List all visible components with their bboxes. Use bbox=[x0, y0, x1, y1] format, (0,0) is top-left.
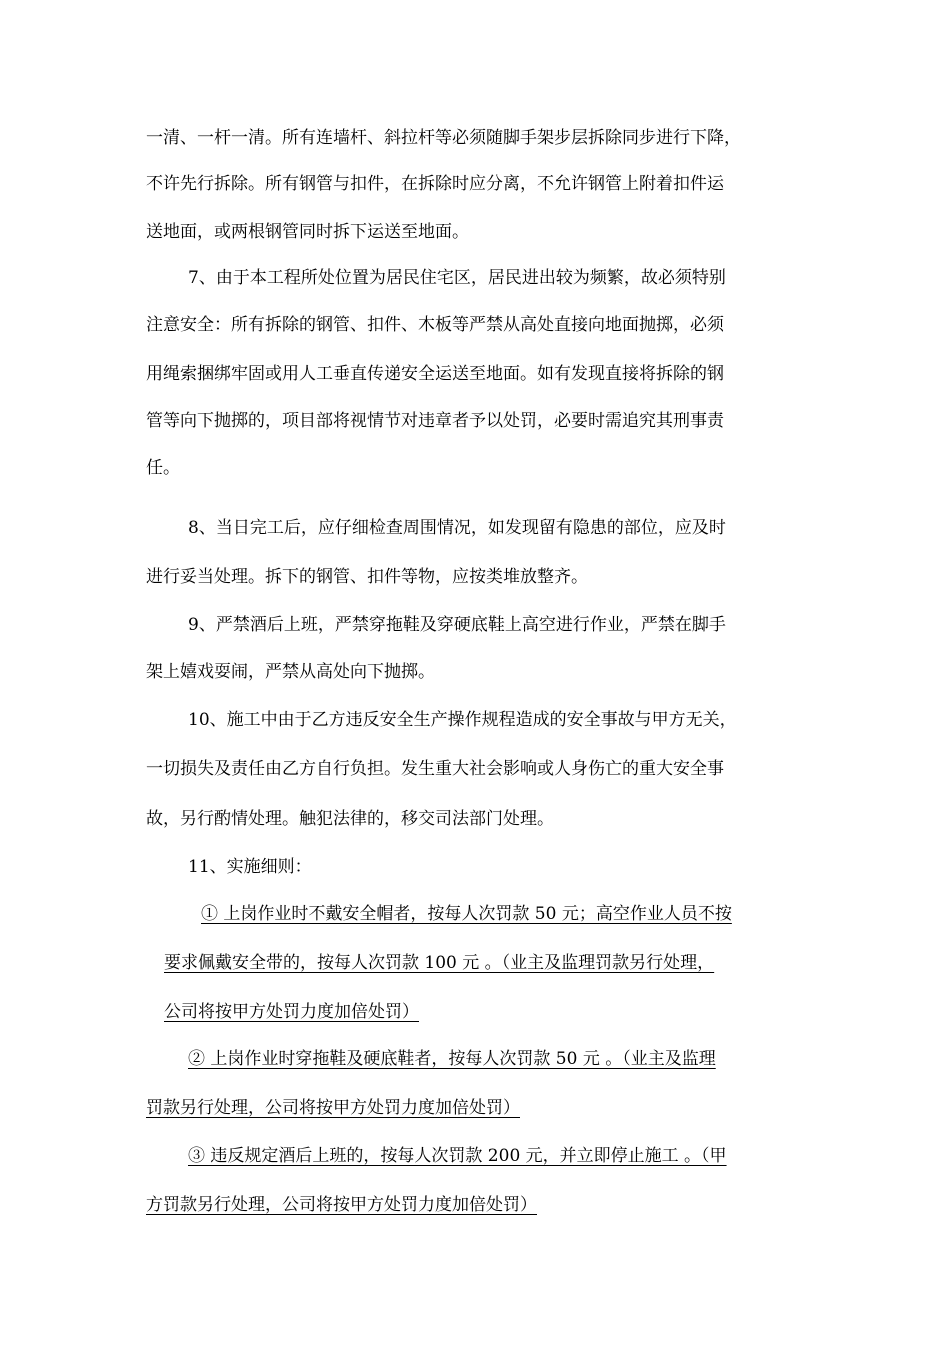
section-heading: 11、实施细则： bbox=[188, 857, 312, 877]
text-line: 注意安全：所有拆除的钢管、扣件、木板等严禁从高处直接向地面抛掷，必须 bbox=[146, 315, 724, 335]
text-line: 9、严禁酒后上班，严禁穿拖鞋及穿硬底鞋上高空进行作业，严禁在脚手 bbox=[188, 615, 726, 635]
text-line: 架上嬉戏耍闹，严禁从高处向下抛掷。 bbox=[146, 662, 435, 682]
rule-line: 要求佩戴安全带的，按每人次罚款 100 元 。（业主及监理罚款另行处理， bbox=[164, 953, 715, 973]
rule-line: 公司将按甲方处罚力度加倍处罚） bbox=[164, 1002, 419, 1022]
text-line: 一清、一杆一清。所有连墙杆、斜拉杆等必须随脚手架步层拆除同步进行下降， bbox=[146, 128, 741, 148]
rule-line: 罚款另行处理，公司将按甲方处罚力度加倍处罚） bbox=[146, 1098, 520, 1118]
rule-line: ② 上岗作业时穿拖鞋及硬底鞋者，按每人次罚款 50 元 。（业主及监理 bbox=[188, 1049, 716, 1069]
rule-line: 方罚款另行处理，公司将按甲方处罚力度加倍处罚） bbox=[146, 1195, 537, 1215]
text-line: 管等向下抛掷的，项目部将视情节对违章者予以处罚，必要时需追究其刑事责 bbox=[146, 411, 724, 431]
text-line: 送地面，或两根钢管同时拆下运送至地面。 bbox=[146, 222, 469, 242]
text-line: 进行妥当处理。拆下的钢管、扣件等物，应按类堆放整齐。 bbox=[146, 567, 588, 587]
text-line: 用绳索捆绑牢固或用人工垂直传递安全运送至地面。如有发现直接将拆除的钢 bbox=[146, 364, 724, 384]
text-line: 任。 bbox=[146, 458, 180, 478]
text-line: 7、由于本工程所处位置为居民住宅区，居民进出较为频繁，故必须特别 bbox=[188, 268, 726, 288]
text-line: 8、当日完工后，应仔细检查周围情况，如发现留有隐患的部位，应及时 bbox=[188, 518, 726, 538]
text-line: 不许先行拆除。所有钢管与扣件，在拆除时应分离，不允许钢管上附着扣件运 bbox=[146, 174, 724, 194]
text-line: 一切损失及责任由乙方自行负担。发生重大社会影响或人身伤亡的重大安全事 bbox=[146, 759, 724, 779]
text-line: 故，另行酌情处理。触犯法律的，移交司法部门处理。 bbox=[146, 809, 554, 829]
text-line: 10、施工中由于乙方违反安全生产操作规程造成的安全事故与甲方无关， bbox=[188, 710, 737, 730]
rule-line: ③ 违反规定酒后上班的，按每人次罚款 200 元，并立即停止施工 。（甲 bbox=[188, 1146, 727, 1166]
rule-line: ① 上岗作业时不戴安全帽者，按每人次罚款 50 元；高空作业人员不按 bbox=[201, 904, 732, 924]
